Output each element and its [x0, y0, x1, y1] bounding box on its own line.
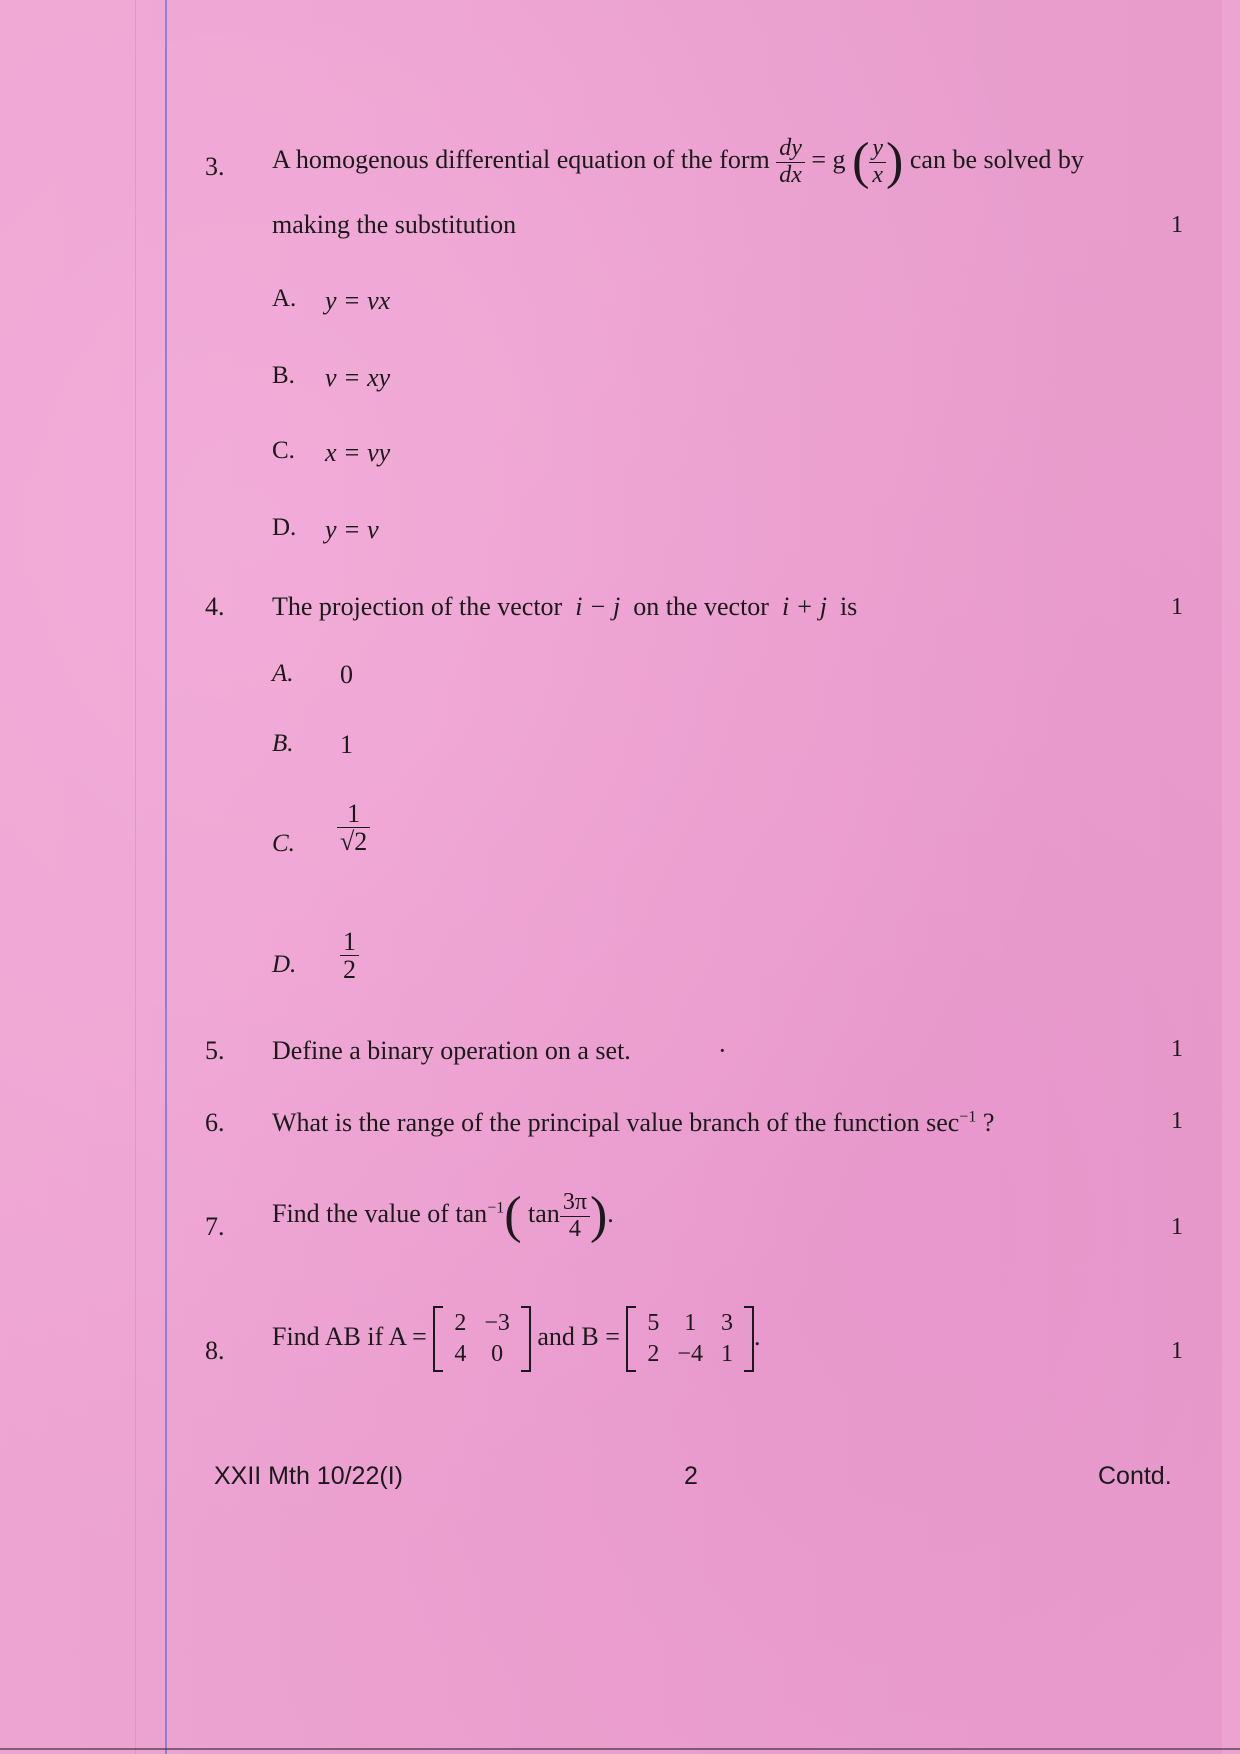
fraction-denominator: 4 [568, 1215, 581, 1242]
superscript: −1 [959, 1108, 977, 1126]
option-letter: D. [272, 514, 297, 541]
fraction-denominator: √2 [340, 827, 368, 857]
option-letter: A. [272, 660, 294, 687]
question-text [272, 1306, 760, 1372]
matrix-cell: 5 [647, 1310, 660, 1336]
matrix-cell: 2 [647, 1341, 660, 1367]
page-number: 2 [684, 1462, 698, 1490]
question-number: 5. [205, 1036, 225, 1065]
superscript: −1 [487, 1199, 505, 1217]
option-letter: D. [272, 951, 297, 978]
fraction-3pi-4 [560, 1190, 590, 1241]
question-text [272, 592, 857, 622]
fraction-numerator: 1 [340, 928, 359, 956]
vector-i-minus-j: i − j [575, 592, 621, 621]
option-letter: C. [272, 830, 295, 857]
bottom-edge [0, 1748, 1240, 1750]
question-text: Define a binary operation on a set. [272, 1036, 631, 1065]
question-text-part: The projection of the vector [272, 592, 563, 621]
fraction-numerator: 1 [337, 800, 370, 828]
question-text-part: and B = [537, 1321, 620, 1351]
fraction-denominator: dx [779, 161, 802, 188]
question-text-line2: making the substitution [272, 210, 517, 239]
marks: 1 [1171, 1036, 1183, 1062]
margin-rule [165, 0, 167, 1754]
option-letter: C. [272, 437, 295, 464]
question-text-part: can be solved by [909, 144, 1084, 174]
option-letter: B. [272, 730, 294, 757]
option-value: 0 [340, 660, 353, 689]
fraction-y-x [869, 136, 886, 187]
question-number: 8. [205, 1336, 225, 1365]
option-value: v = xy [325, 363, 391, 392]
option-value: x = vy [325, 438, 391, 467]
inner-function: tan [528, 1198, 560, 1228]
marks: 1 [1171, 212, 1183, 238]
question-number: 7. [205, 1212, 225, 1241]
question-number: 4. [205, 592, 225, 621]
page-edge [1222, 0, 1240, 1754]
question-text-part: is [839, 592, 858, 621]
marks: 1 [1171, 1338, 1183, 1364]
matrix-cell: −4 [677, 1341, 703, 1367]
question-text-part: What is the range of the principal value branch of the function sec [272, 1108, 960, 1137]
matrix-cell: 4 [454, 1341, 467, 1367]
question-number: 6. [205, 1108, 225, 1137]
matrix-b [626, 1306, 754, 1372]
option-letter: B. [272, 362, 295, 389]
fraction-numerator: y [872, 135, 884, 162]
fraction-denominator: 2 [343, 955, 356, 985]
matrix-cell: 3 [720, 1310, 733, 1336]
stray-dot: · [718, 1036, 727, 1065]
question-text [272, 1108, 994, 1138]
question-text-part: A homogenous differential equation of the form [272, 144, 770, 174]
marks: 1 [1171, 594, 1183, 620]
fraction-denominator: x [872, 161, 884, 188]
equation-middle: = g [811, 144, 846, 174]
question-text-part: ? [976, 1108, 995, 1137]
fraction-numerator: dy [779, 135, 802, 162]
question-text: Find the value of $\tan^{-1}$( tan $\frac{3\pi}{4}$ ). [272, 1187, 614, 1244]
option-value: y = vx [325, 286, 391, 315]
question-number: 3. [205, 152, 225, 181]
option-fraction [340, 928, 359, 984]
matrix-cell: 2 [454, 1310, 467, 1336]
question-text-part: . [753, 1321, 761, 1351]
vector-i-plus-j: i + j [781, 592, 827, 621]
marks: 1 [1171, 1214, 1183, 1240]
paper-code: XXII Mth 10/22(I) [214, 1462, 403, 1490]
margin-rule-light [135, 0, 136, 1754]
matrix-a [433, 1306, 531, 1372]
question-text-part: Find the value of tan [272, 1198, 488, 1228]
option-value: 1 [340, 730, 353, 759]
option-value: y = v [325, 515, 379, 544]
question-text: A homogenous differential equation of the form $\frac{dy}{dx}$ = g ( $\frac{y}{x}$ ) can be solved by [272, 133, 1084, 190]
option-fraction [337, 800, 370, 856]
fraction-dy-dx [776, 136, 805, 187]
matrix-cell: 1 [684, 1310, 697, 1336]
option-letter: A. [272, 285, 297, 312]
question-text-part: Find AB if A = [272, 1321, 427, 1351]
matrix-cell: 0 [491, 1341, 504, 1367]
question-text-part: on the vector [633, 592, 769, 621]
question-text-part: . [607, 1198, 614, 1228]
matrix-cell: 1 [720, 1341, 733, 1367]
matrix-cell: −3 [484, 1310, 510, 1336]
marks: 1 [1171, 1108, 1183, 1134]
fraction-numerator: 3π [560, 1190, 590, 1216]
continued-label: Contd. [1098, 1462, 1172, 1490]
